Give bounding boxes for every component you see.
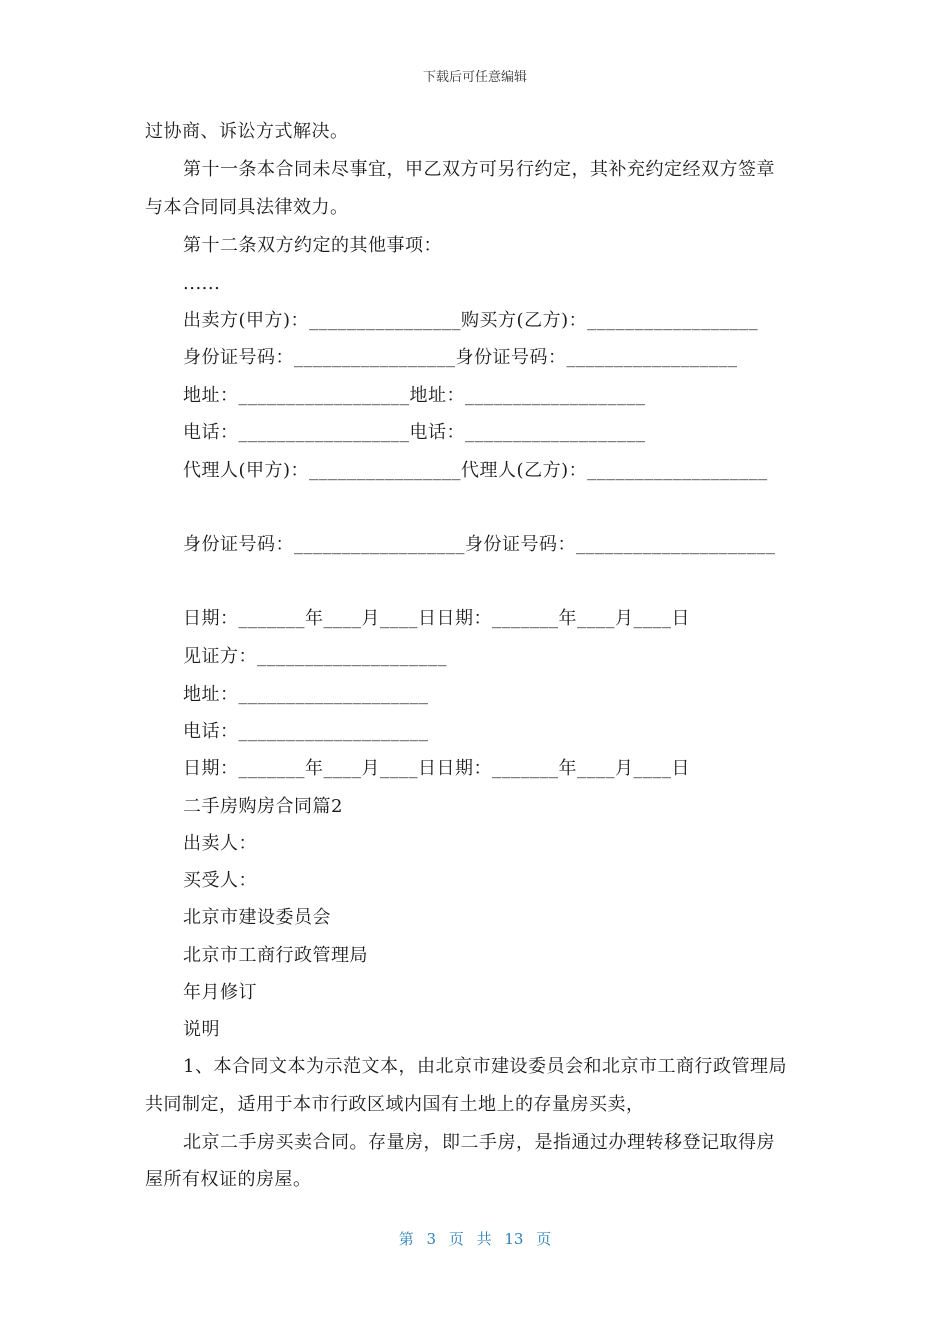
signature-line-agent-id: 身份证号码：__________________身份证号码：_____________________ xyxy=(183,534,776,555)
text-line: 出卖人： xyxy=(183,833,257,854)
text-line: 北京市建设委员会 xyxy=(183,907,331,928)
text-line: 买受人： xyxy=(183,870,257,891)
text-line: 北京二手房买卖合同。存量房，即二手房，是指通过办理转移登记取得房 xyxy=(183,1132,775,1153)
signature-line-witness: 见证方：____________________ xyxy=(183,646,447,667)
text-line: 北京市工商行政管理局 xyxy=(183,945,368,966)
signature-line-date: 日期：_______年____月____日日期：_______年____月____日 xyxy=(183,608,690,629)
section-title: 二手房购房合同篇2 xyxy=(183,796,343,817)
text-line: ...... xyxy=(183,273,221,294)
page-footer: 第 3 页 共 13 页 xyxy=(398,1230,552,1248)
signature-line-phone: 电话：__________________电话：___________________ xyxy=(183,422,646,443)
text-line: 第十一条本合同未尽事宜，甲乙双方可另行约定，其补充约定经双方签章 xyxy=(183,159,775,180)
text-line: 共同制定，适用于本市行政区域内国有土地上的存量房买卖， xyxy=(145,1094,645,1115)
text-line: 屋所有权证的房屋。 xyxy=(145,1169,312,1190)
signature-line-witness-address: 地址：____________________ xyxy=(183,684,429,705)
page-header: 下载后可任意编辑 xyxy=(422,70,527,85)
text-line: 过协商、诉讼方式解决。 xyxy=(145,121,349,142)
text-line: 年月修订 xyxy=(183,982,257,1003)
signature-line-agent: 代理人(甲方)：________________代理人(乙方)：___________________ xyxy=(183,460,768,481)
signature-line-witness-date: 日期：_______年____月____日日期：_______年____月____日 xyxy=(183,758,690,779)
text-line: 与本合同同具法律效力。 xyxy=(145,197,349,218)
text-line: 说明 xyxy=(183,1019,220,1040)
text-line: 1、本合同文本为示范文本，由北京市建设委员会和北京市工商行政管理局 xyxy=(183,1056,787,1077)
signature-line-seller-buyer: 出卖方(甲方)：________________购买方(乙方)：__________________ xyxy=(183,310,759,331)
signature-line-id: 身份证号码：_________________身份证号码：__________________ xyxy=(183,347,738,368)
text-line: 第十二条双方约定的其他事项： xyxy=(183,235,442,256)
signature-line-witness-phone: 电话：____________________ xyxy=(183,721,429,742)
signature-line-address: 地址：__________________地址：___________________ xyxy=(183,385,646,406)
